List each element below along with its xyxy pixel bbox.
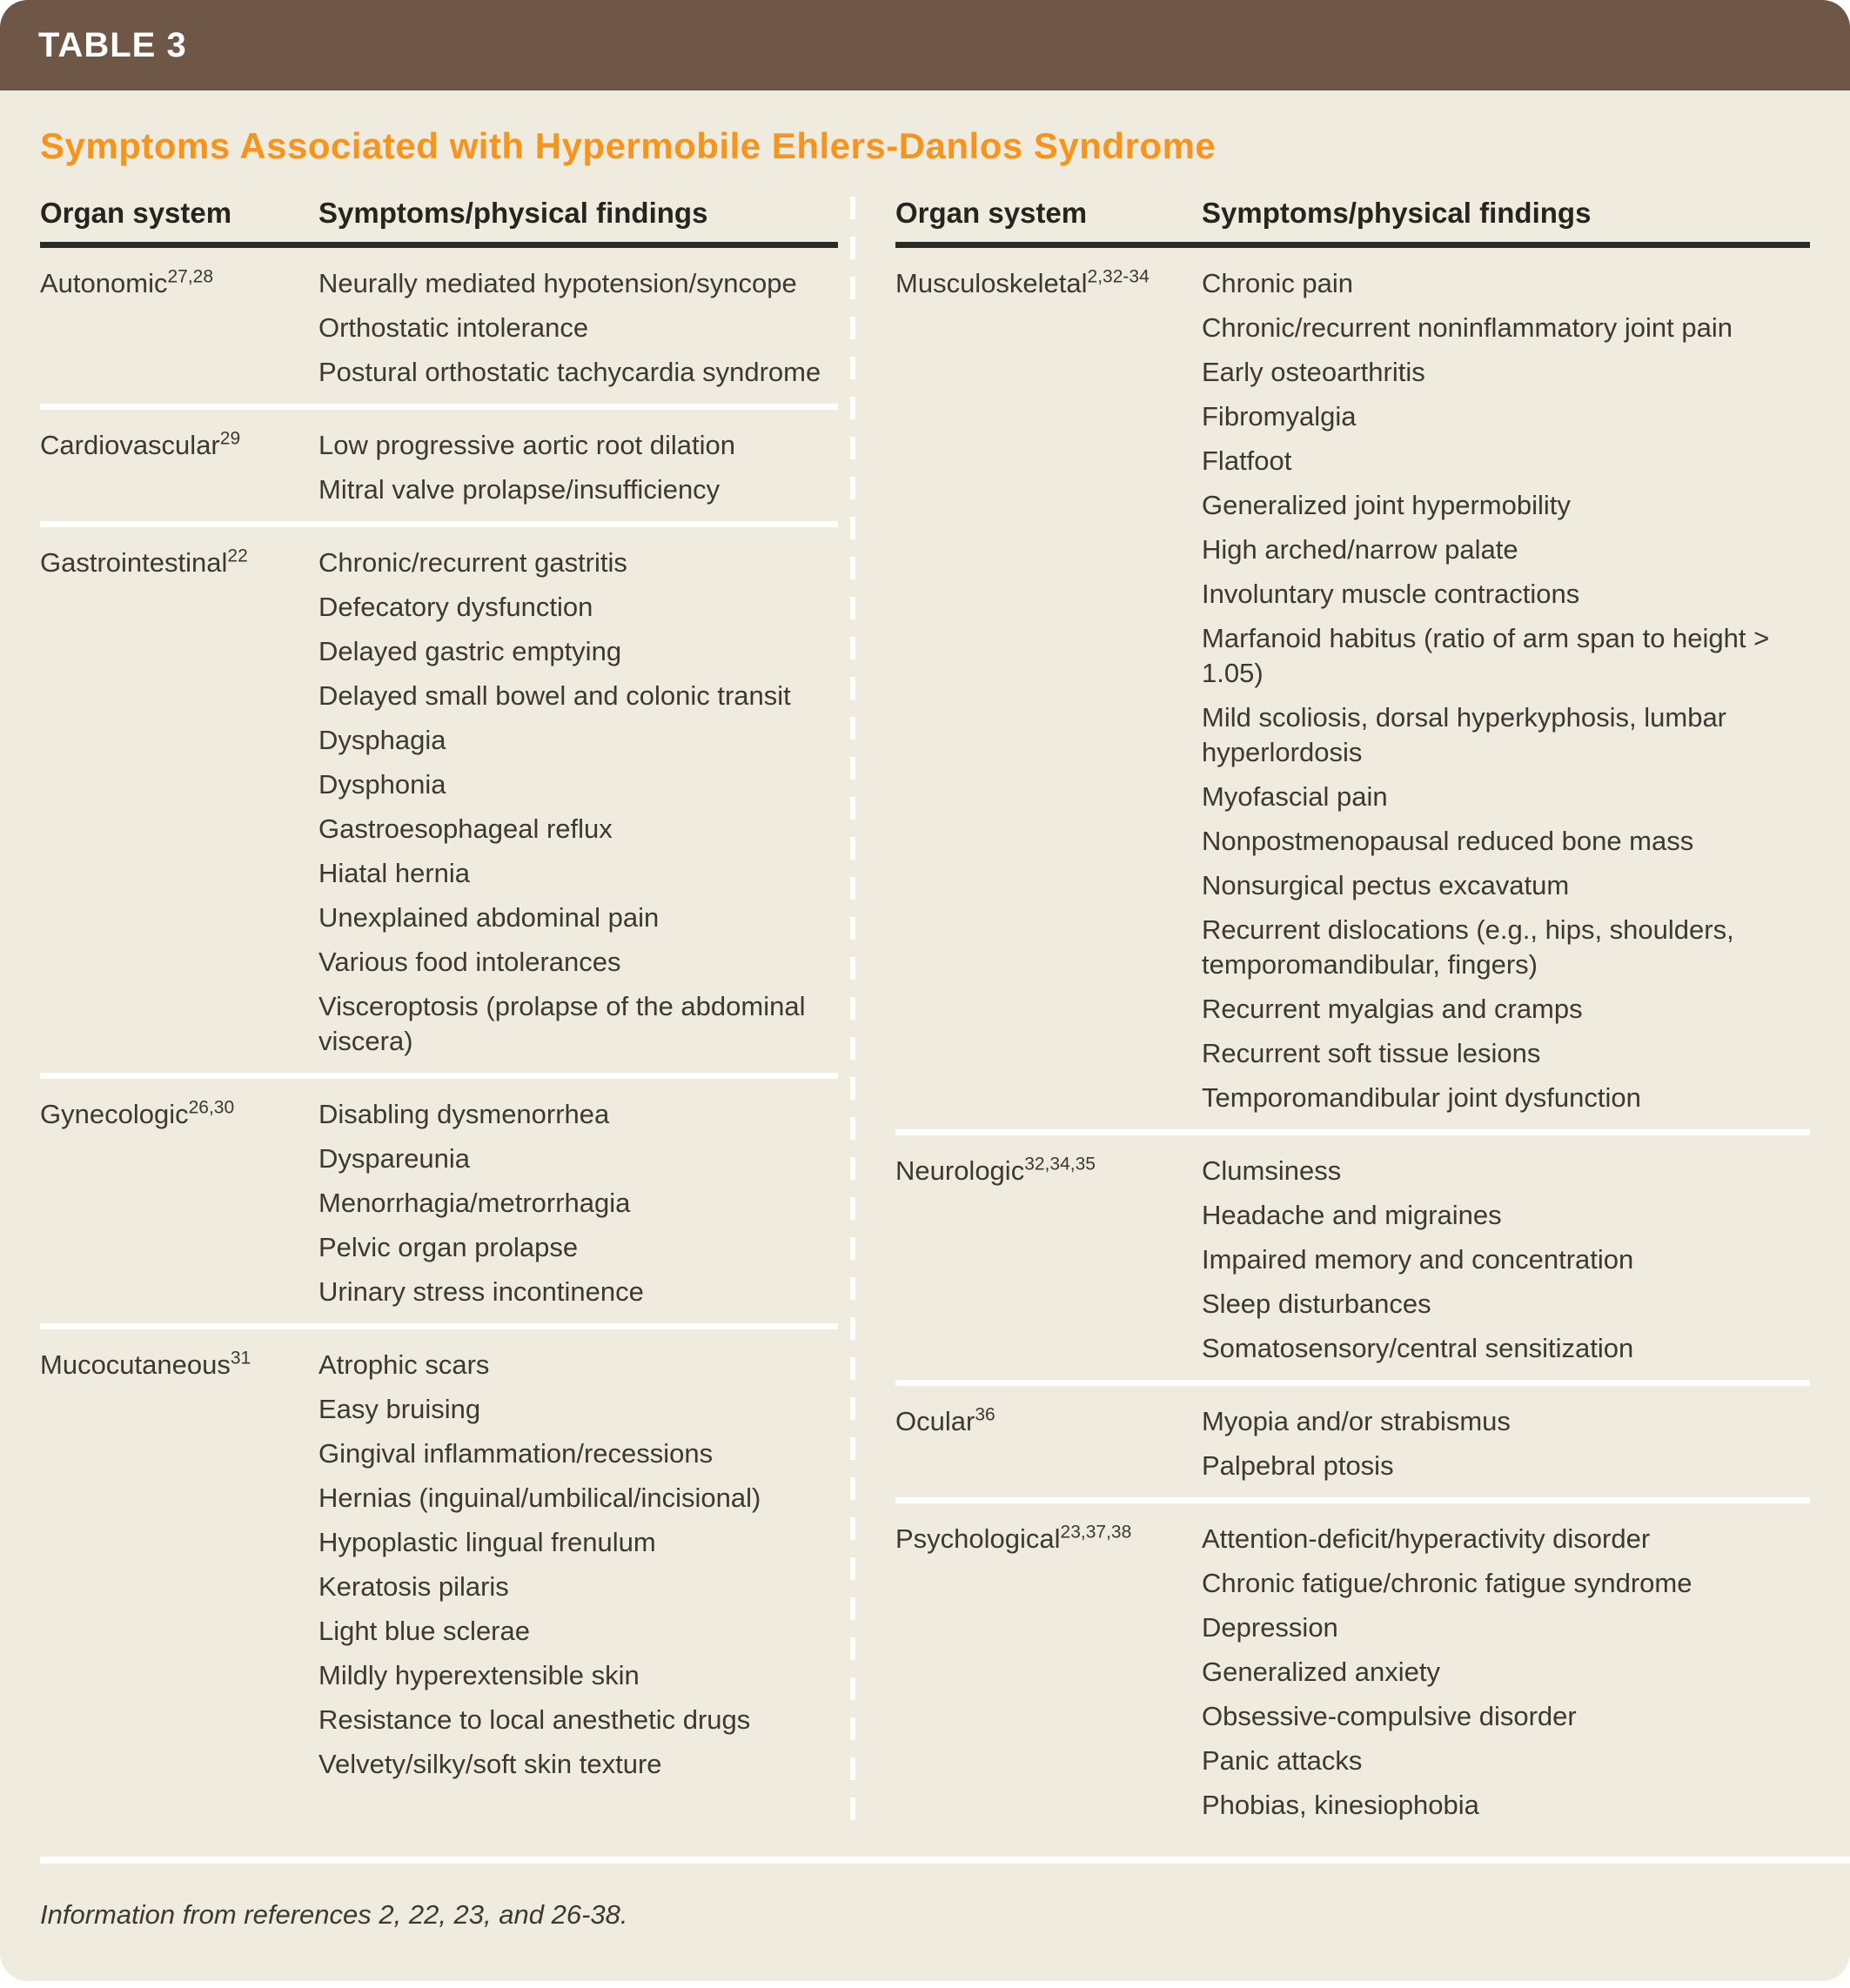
symptom-item: Impaired memory and concentration	[1202, 1244, 1634, 1275]
symptom-item: Attention-deficit/hyperactivity disorder	[1202, 1523, 1651, 1554]
right-column-header	[895, 197, 1810, 248]
organ-section	[895, 1497, 1810, 1837]
symptom-item: Postural orthostatic tachycardia syndrome	[318, 357, 821, 387]
symptom-item: Chronic/recurrent gastritis	[318, 547, 627, 578]
symptom-item: Orthostatic intolerance	[318, 312, 589, 343]
organ-system-cell	[895, 1154, 1202, 1366]
symptom-item: High arched/narrow palate	[1202, 534, 1518, 565]
table-columns	[40, 197, 1810, 1837]
left-column-header	[40, 197, 838, 248]
organ-system-name: Cardiovascular	[40, 430, 220, 460]
symptom-item: Gastroesophageal reflux	[318, 813, 613, 844]
reference-superscript: 2,32-34	[1087, 266, 1150, 287]
symptom-item: Gingival inflammation/recessions	[318, 1438, 714, 1469]
reference-superscript: 31	[230, 1348, 251, 1369]
symptom-item: Palpebral ptosis	[1202, 1450, 1394, 1481]
organ-section	[40, 1323, 838, 1796]
symptom-item: Generalized anxiety	[1202, 1657, 1440, 1687]
symptom-item: Early osteoarthritis	[1202, 357, 1425, 387]
organ-system-name: Gynecologic	[40, 1099, 189, 1129]
symptom-item: Light blue sclerae	[318, 1616, 530, 1646]
symptom-item: Myofascial pain	[1202, 781, 1388, 812]
organ-section	[895, 1129, 1810, 1380]
left-column	[40, 197, 850, 1837]
organ-system-column-header: Organ system	[40, 197, 232, 229]
symptom-item: Hernias (inguinal/umbilical/incisional)	[318, 1483, 761, 1513]
left-sections	[40, 248, 838, 1796]
organ-system-name: Autonomic	[40, 268, 168, 298]
symptom-item: Myopia and/or strabismus	[1202, 1406, 1511, 1436]
symptom-item: Nonpostmenopausal reduced bone mass	[1202, 826, 1694, 856]
organ-system-cell	[40, 266, 318, 390]
symptoms-list	[318, 428, 838, 507]
source-note: Information from references 2, 22, 23, and 26-38.	[40, 1899, 628, 1930]
organ-system-cell	[895, 266, 1202, 1115]
symptom-item: Clumsiness	[1202, 1155, 1342, 1186]
symptom-item: Dysphagia	[318, 725, 446, 755]
symptom-item: Phobias, kinesiophobia	[1202, 1790, 1479, 1820]
symptom-item: Low progressive aortic root dilation	[318, 430, 736, 460]
organ-section	[895, 248, 1810, 1129]
symptom-item: Temporomandibular joint dysfunction	[1202, 1082, 1641, 1113]
organ-system-name: Neurologic	[895, 1155, 1025, 1186]
symptom-item: Visceroptosis (prolapse of the abdominal viscera)	[318, 991, 806, 1056]
symptom-item: Fibromyalgia	[1202, 401, 1357, 432]
symptom-item: Easy bruising	[318, 1394, 481, 1424]
symptoms-list	[318, 1097, 838, 1309]
symptom-item: Disabling dysmenorrhea	[318, 1099, 610, 1129]
reference-superscript: 23,37,38	[1060, 1522, 1132, 1543]
symptom-item: Recurrent dislocations (e.g., hips, shoulders, temporomandibular, fingers)	[1202, 914, 1734, 980]
symptom-item: Hiatal hernia	[318, 858, 471, 888]
symptoms-list	[318, 266, 838, 390]
symptom-item: Involuntary muscle contractions	[1202, 579, 1580, 609]
symptom-item: Headache and migraines	[1202, 1200, 1502, 1230]
symptom-item: Unexplained abdominal pain	[318, 902, 660, 933]
table-number-label: TABLE 3	[38, 25, 187, 64]
symptom-item: Mildly hyperextensible skin	[318, 1660, 640, 1690]
right-column	[855, 197, 1810, 1837]
symptom-item: Generalized joint hypermobility	[1202, 490, 1571, 520]
organ-system-name: Mucocutaneous	[40, 1349, 231, 1380]
symptom-item: Dyspareunia	[318, 1143, 471, 1174]
symptom-item: Menorrhagia/metrorrhagia	[318, 1188, 631, 1218]
table-header-bar	[0, 0, 1850, 90]
symptom-item: Defecatory dysfunction	[318, 592, 593, 622]
organ-section	[895, 1380, 1810, 1497]
symptom-item: Chronic pain	[1202, 268, 1354, 298]
symptom-item: Various food intolerances	[318, 947, 621, 977]
organ-system-name: Psychological	[895, 1523, 1061, 1554]
symptoms-list	[1202, 1522, 1810, 1823]
symptom-item: Depression	[1202, 1612, 1338, 1643]
symptom-item: Chronic/recurrent noninflammatory joint pain	[1202, 312, 1733, 343]
symptoms-list	[318, 1348, 838, 1782]
reference-superscript: 32,34,35	[1024, 1154, 1096, 1175]
symptoms-column-header: Symptoms/physical findings	[318, 197, 708, 229]
symptom-item: Urinary stress incontinence	[318, 1276, 644, 1307]
organ-system-name: Musculoskeletal	[895, 268, 1088, 298]
symptoms-list	[318, 546, 838, 1059]
reference-superscript: 29	[219, 428, 241, 449]
symptoms-column-header: Symptoms/physical findings	[1202, 197, 1592, 229]
symptom-item: Pelvic organ prolapse	[318, 1232, 579, 1262]
organ-system-name: Gastrointestinal	[40, 547, 228, 578]
symptom-item: Atrophic scars	[318, 1349, 490, 1380]
symptom-item: Recurrent soft tissue lesions	[1202, 1038, 1541, 1068]
symptom-item: Flatfoot	[1202, 445, 1292, 476]
organ-system-cell	[895, 1522, 1202, 1823]
table-body	[0, 90, 1850, 1981]
organ-section	[40, 404, 838, 521]
symptoms-list	[1202, 1154, 1810, 1366]
symptom-item: Delayed gastric emptying	[318, 636, 622, 666]
organ-system-column-header: Organ system	[895, 197, 1088, 229]
footer-divider-rule	[40, 1857, 1850, 1864]
symptom-item: Marfanoid habitus (ratio of arm span to height > 1.05)	[1202, 623, 1770, 688]
symptom-item: Keratosis pilaris	[318, 1571, 509, 1602]
reference-superscript: 36	[975, 1404, 995, 1425]
symptoms-list	[1202, 266, 1810, 1115]
organ-system-name: Ocular	[895, 1406, 975, 1436]
symptom-item: Nonsurgical pectus excavatum	[1202, 870, 1570, 900]
organ-system-cell	[40, 428, 318, 507]
symptom-item: Recurrent myalgias and cramps	[1202, 994, 1583, 1024]
organ-system-cell	[40, 1348, 318, 1782]
symptom-item: Panic attacks	[1202, 1745, 1363, 1776]
reference-superscript: 26,30	[188, 1097, 235, 1118]
symptom-item: Somatosensory/central sensitization	[1202, 1333, 1634, 1363]
symptom-item: Mild scoliosis, dorsal hyperkyphosis, lumbar hyperlordosis	[1202, 702, 1727, 767]
table-title: Symptoms Associated with Hypermobile Ehlers-Danlos Syndrome	[40, 125, 1217, 166]
symptom-item: Sleep disturbances	[1202, 1289, 1431, 1319]
reference-superscript: 22	[227, 546, 248, 566]
symptom-item: Mitral valve prolapse/insufficiency	[318, 474, 721, 505]
symptom-item: Obsessive-compulsive disorder	[1202, 1701, 1577, 1731]
symptoms-list	[1202, 1404, 1810, 1483]
organ-system-cell	[895, 1404, 1202, 1483]
symptom-item: Resistance to local anesthetic drugs	[318, 1704, 751, 1735]
symptom-item: Chronic fatigue/chronic fatigue syndrome	[1202, 1568, 1692, 1598]
symptom-item: Hypoplastic lingual frenulum	[318, 1527, 656, 1557]
organ-section	[40, 1073, 838, 1323]
organ-section	[40, 521, 838, 1073]
symptom-item: Neurally mediated hypotension/syncope	[318, 268, 797, 298]
reference-superscript: 27,28	[167, 266, 214, 287]
organ-system-cell	[40, 546, 318, 1059]
organ-section	[40, 248, 838, 404]
symptom-item: Velvety/silky/soft skin texture	[318, 1749, 662, 1779]
symptom-item: Dysphonia	[318, 769, 446, 800]
right-sections	[895, 248, 1810, 1837]
organ-system-cell	[40, 1097, 318, 1309]
symptom-item: Delayed small bowel and colonic transit	[318, 680, 791, 711]
